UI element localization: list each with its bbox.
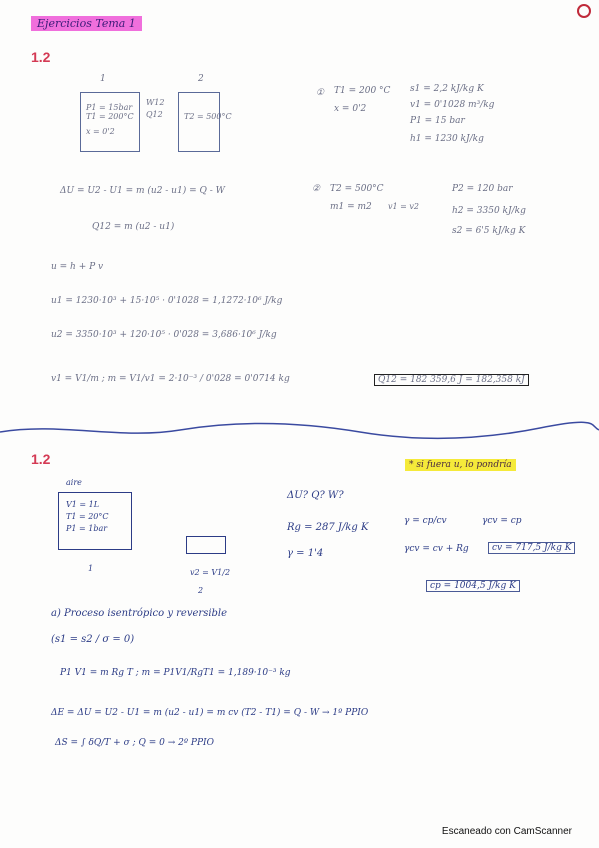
mayer-relation: γcv = cv + Rg [404, 544, 469, 554]
compressed-tank-diagram [186, 536, 226, 554]
u-definition: u = h + P v [51, 262, 104, 272]
first-law: ΔE = ΔU = U2 - U1 = m (u2 - u1) = m cv (T2 - T1) = Q - W → 1º PPIO [51, 708, 369, 718]
isentropic-condition: (s1 = s2 / σ = 0) [51, 634, 135, 645]
s2-t2: T2 = 500°C [330, 184, 384, 194]
circled-2: ② [312, 184, 321, 194]
tank2-diagram [178, 92, 220, 152]
tank1-t: T1 = 200°C [86, 112, 134, 121]
gamma-value: γ = 1'4 [287, 548, 324, 559]
s2-p2: P2 = 120 bar [452, 184, 513, 194]
second-law: ΔS = ∫ δQ/T + σ ; Q = 0 → 2º PPIO [55, 738, 214, 748]
mass-equation: v1 = V1/m ; m = V1/v1 = 2·10⁻³ / 0'028 = 0'0714 kg [51, 374, 290, 384]
unknowns: ΔU? Q? W? [287, 490, 344, 501]
s2-s2: s2 = 6'5 kJ/kg K [452, 226, 526, 236]
tank1-p: P1 = 15bar [86, 103, 133, 112]
state2-label: 2 [198, 74, 204, 84]
ideal-gas-mass: P1 V1 = m Rg T ; m = P1V1/RgT1 = 1,189·10⁻³ kg [60, 668, 291, 678]
gamma-cv-relation: γcv = cp [482, 516, 522, 526]
cp-value: cp = 1004,5 J/kg K [426, 580, 520, 592]
section-divider-wave [0, 418, 599, 442]
page-title: Ejercicios Tema 1 [31, 16, 142, 31]
u1-equation: u1 = 1230·10³ + 15·10⁵ · 0'1028 = 1,1272·10⁶ J/kg [51, 296, 283, 306]
s1-p1: P1 = 15 bar [410, 116, 465, 126]
tank-label-aire: aire [66, 478, 82, 487]
circled-1: ① [316, 88, 325, 98]
s2-v: v1 = v2 [388, 202, 420, 211]
tank1-x: x = 0'2 [86, 127, 115, 136]
s2-m: m1 = m2 [330, 202, 372, 212]
gamma-relation: γ = cp/cv [404, 516, 447, 526]
arrow-q12: Q12 [146, 110, 163, 119]
u2-equation: u2 = 3350·10³ + 120·10⁵ · 0'028 = 3,686·10⁶ J/kg [51, 330, 277, 340]
s1-x: x = 0'2 [334, 104, 367, 114]
s2-h2: h2 = 3350 kJ/kg [452, 206, 526, 216]
v2-label: v2 = V1/2 [190, 568, 231, 577]
s1-v1: v1 = 0'1028 m³/kg [410, 100, 495, 110]
arrow-w12: W12 [146, 98, 165, 107]
corner-circle-mark [577, 4, 591, 18]
air-p1: P1 = 1bar [66, 524, 108, 533]
part-a-title: a) Proceso isentrópico y reversible [51, 608, 228, 619]
q12-result: Q12 = 182 359,6 J = 182,358 kJ [374, 374, 529, 386]
s1-t1: T1 = 200 °C [334, 86, 391, 96]
s1-h1: h1 = 1230 kJ/kg [410, 134, 484, 144]
state1-label: 1 [100, 74, 106, 84]
air-tank-contents [66, 500, 109, 533]
air-v1: V1 = 1L [66, 500, 100, 509]
air-state1-label: 1 [88, 564, 94, 573]
air-state2-label: 2 [198, 586, 204, 595]
section2-heading: 1.2 [31, 451, 51, 467]
energy-equation: ΔU = U2 - U1 = m (u2 - u1) = Q - W [60, 186, 225, 196]
tank2-t: T2 = 500°C [184, 112, 232, 121]
heat-equation: Q12 = m (u2 - u1) [92, 222, 175, 232]
air-t1: T1 = 20°C [66, 512, 109, 521]
camscanner-footer: Escaneado con CamScanner [441, 826, 572, 837]
s1-s1: s1 = 2,2 kJ/kg K [410, 84, 484, 94]
cv-value: cv = 717,5 J/kg K [488, 542, 575, 554]
highlighted-note: * si fuera u, lo pondría [405, 459, 516, 471]
tank1-contents [86, 103, 134, 136]
rg-value: Rg = 287 J/kg K [287, 522, 369, 533]
section1-heading: 1.2 [31, 49, 51, 65]
